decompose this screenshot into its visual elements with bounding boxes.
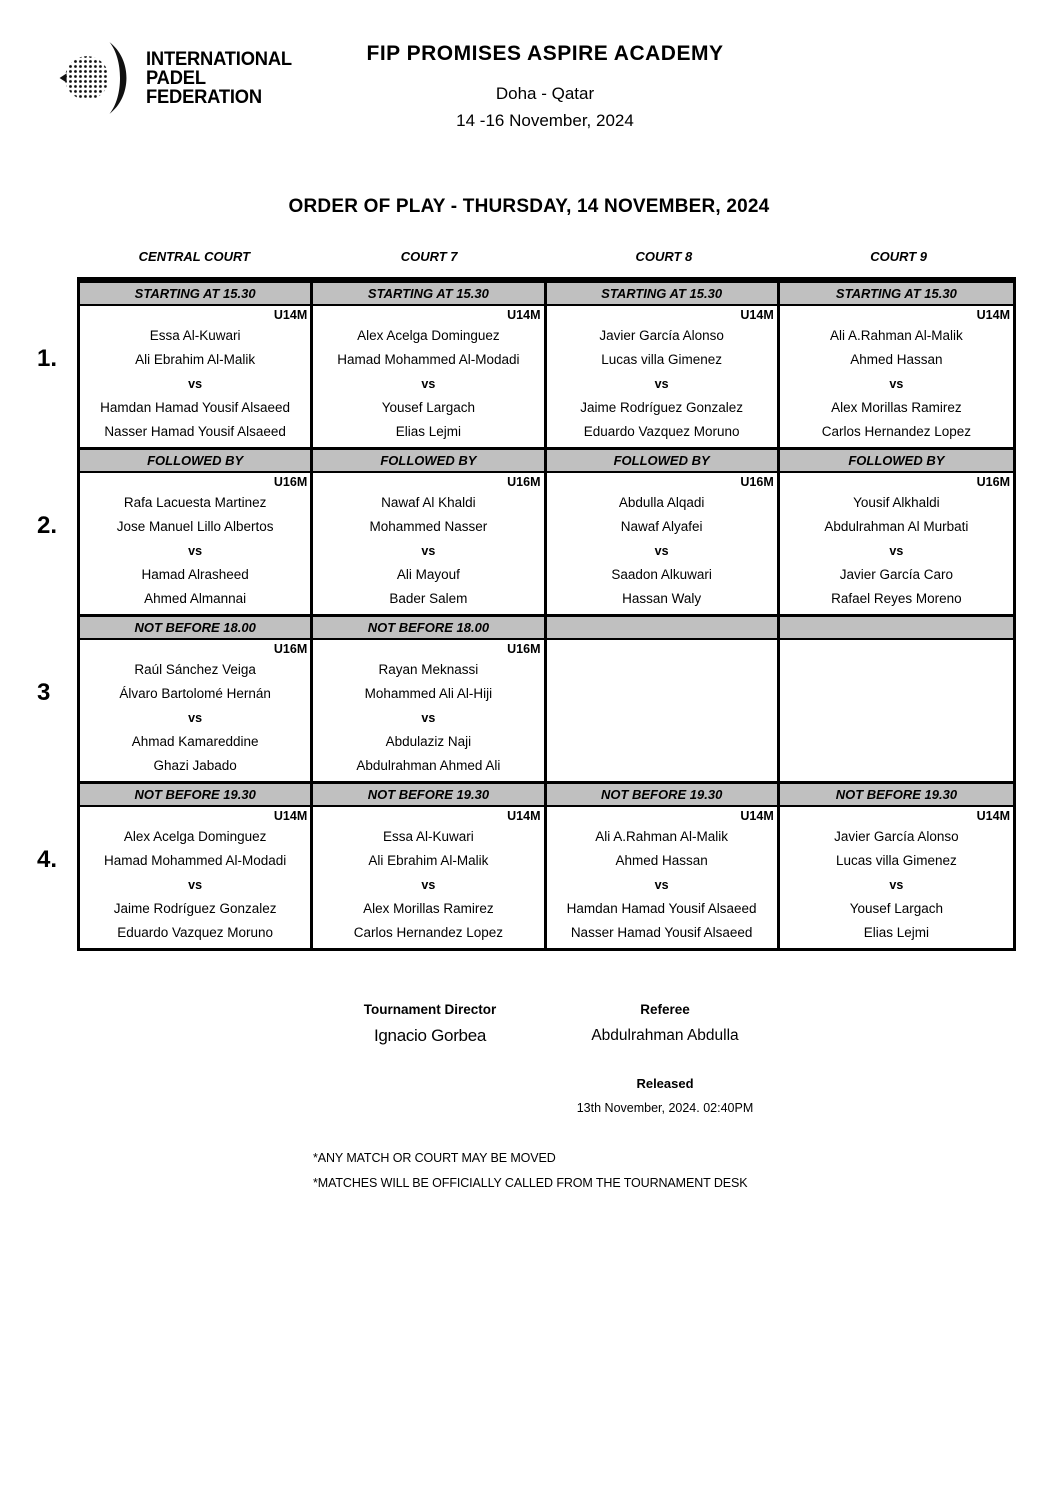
tournament-director-label: Tournament Director xyxy=(363,1002,497,1017)
session-banner: STARTING AT 15.30 xyxy=(547,283,780,304)
match-cell-empty xyxy=(780,640,1013,781)
player-name: Ahmed Almannai xyxy=(144,591,247,606)
match-cell xyxy=(313,473,546,614)
vs-separator: vs xyxy=(654,878,669,892)
row-number: 4. xyxy=(37,846,58,874)
match-category: U16M xyxy=(740,475,774,489)
match-category: U16M xyxy=(507,642,541,656)
footnotes xyxy=(313,1146,747,1196)
player-name: Rayan Meknassi xyxy=(378,662,479,677)
session-banner: STARTING AT 15.30 xyxy=(780,283,1013,304)
released-label: Released xyxy=(636,1076,694,1091)
player-name: Raúl Sánchez Veiga xyxy=(134,662,256,677)
match-cell xyxy=(80,473,313,614)
player-name: Ahmed Hassan xyxy=(850,352,943,367)
player-name: Ali A.Rahman Al-Malik xyxy=(829,328,963,343)
schedule-row xyxy=(37,450,1013,617)
session-banner: FOLLOWED BY xyxy=(313,450,546,471)
vs-separator: vs xyxy=(889,878,904,892)
fip-logo-text xyxy=(146,47,292,108)
match-row xyxy=(80,473,1013,614)
match-category: U14M xyxy=(740,809,774,823)
vs-separator: vs xyxy=(421,878,436,892)
session-banner-row xyxy=(80,450,1013,473)
session-banner: NOT BEFORE 19.30 xyxy=(80,784,313,805)
court-header-9: COURT 9 xyxy=(870,249,928,264)
player-name: Hamad Mohammed Al-Modadi xyxy=(337,352,520,367)
player-name: Hamad Mohammed Al-Modadi xyxy=(103,853,287,868)
row-number: 3 xyxy=(37,679,51,707)
player-name: Alex Acelga Dominguez xyxy=(357,328,500,343)
player-name: Yousef Largach xyxy=(381,400,476,415)
player-name: Hamad Alrasheed xyxy=(141,567,249,582)
match-cell xyxy=(80,640,313,781)
vs-separator: vs xyxy=(421,377,436,391)
fip-logo-line2: PADEL xyxy=(146,66,206,89)
match-cell xyxy=(547,473,780,614)
match-row xyxy=(80,306,1013,447)
session-banner: STARTING AT 15.30 xyxy=(313,283,546,304)
session-banner-row xyxy=(80,617,1013,640)
session-banner: FOLLOWED BY xyxy=(780,450,1013,471)
player-name: Elias Lejmi xyxy=(863,925,930,940)
fip-logo-line1: INTERNATIONAL xyxy=(146,47,292,70)
match-cell xyxy=(313,640,546,781)
event-location: Doha - Qatar xyxy=(495,84,595,103)
player-name: Nasser Hamad Yousif Alsaeed xyxy=(570,925,753,940)
schedule-table xyxy=(37,277,1016,951)
match-category: U14M xyxy=(507,308,541,322)
referee-label: Referee xyxy=(640,1002,690,1017)
match-cell xyxy=(780,473,1013,614)
court-header-central: CENTRAL COURT xyxy=(138,249,251,264)
match-category: U14M xyxy=(507,809,541,823)
vs-separator: vs xyxy=(654,377,669,391)
player-name: Jaime Rodríguez Gonzalez xyxy=(580,400,744,415)
match-category: U16M xyxy=(976,475,1010,489)
player-name: Ali Mayouf xyxy=(396,567,460,582)
session-banner: NOT BEFORE 19.30 xyxy=(780,784,1013,805)
player-name: Abdulaziz Naji xyxy=(385,734,472,749)
match-category: U16M xyxy=(273,642,308,656)
match-category: U14M xyxy=(273,809,308,823)
player-name: Abdulla Alqadi xyxy=(618,495,705,510)
player-name: Rafael Reyes Moreno xyxy=(831,591,962,606)
released-timestamp: 13th November, 2024. 02:40PM xyxy=(576,1101,754,1115)
session-banner: STARTING AT 15.30 xyxy=(80,283,313,304)
footnote-match-moved: *ANY MATCH OR COURT MAY BE MOVED xyxy=(313,1151,556,1165)
vs-separator: vs xyxy=(889,544,904,558)
player-name: Saadon Alkuwari xyxy=(611,567,712,582)
player-name: Rafa Lacuesta Martinez xyxy=(123,495,267,510)
session-banner xyxy=(780,617,1013,638)
session-banner: NOT BEFORE 18.00 xyxy=(80,617,313,638)
match-cell xyxy=(313,306,546,447)
player-name: Eduardo Vazquez Moruno xyxy=(583,424,740,439)
player-name: Eduardo Vazquez Moruno xyxy=(117,925,274,940)
player-name: Nawaf Al Khaldi xyxy=(381,495,476,510)
session-banner: FOLLOWED BY xyxy=(547,450,780,471)
vs-separator: vs xyxy=(654,544,669,558)
match-cell xyxy=(780,807,1013,948)
player-name: Carlos Hernandez Lopez xyxy=(821,424,972,439)
player-name: Yousef Largach xyxy=(849,901,944,916)
player-name: Ali Ebrahim Al-Malik xyxy=(135,352,256,367)
padel-ball-icon xyxy=(58,34,136,122)
vs-separator: vs xyxy=(421,711,436,725)
vs-separator: vs xyxy=(188,711,203,725)
referee-name: Abdulrahman Abdulla xyxy=(591,1027,739,1044)
vs-separator: vs xyxy=(421,544,436,558)
session-banner: NOT BEFORE 19.30 xyxy=(547,784,780,805)
player-name: Jose Manuel Lillo Albertos xyxy=(116,519,274,534)
player-name: Ali A.Rahman Al-Malik xyxy=(595,829,729,844)
event-title: FIP PROMISES ASPIRE ACADEMY xyxy=(366,42,724,65)
player-name: Ahmad Kamareddine xyxy=(131,734,259,749)
player-name: Ali Ebrahim Al-Malik xyxy=(368,853,489,868)
session-banner: NOT BEFORE 19.30 xyxy=(313,784,546,805)
player-name: Javier García Alonso xyxy=(599,328,724,343)
vs-separator: vs xyxy=(889,377,904,391)
player-name: Ghazi Jabado xyxy=(153,758,237,773)
court-header-7: COURT 7 xyxy=(400,249,458,264)
event-dates: 14 -16 November, 2024 xyxy=(456,111,634,130)
match-cell xyxy=(780,306,1013,447)
player-name: Alex Acelga Dominguez xyxy=(123,829,267,844)
player-name: Mohammed Ali Al-Hiji xyxy=(364,686,493,701)
page-title: ORDER OF PLAY - THURSDAY, 14 NOVEMBER, 2024 xyxy=(288,196,770,217)
session-banner-row xyxy=(80,283,1013,306)
court-headers xyxy=(77,249,1016,264)
player-name: Nawaf Alyafei xyxy=(620,519,703,534)
schedule-row xyxy=(37,283,1013,450)
match-cell xyxy=(80,306,313,447)
player-name: Lucas villa Gimenez xyxy=(601,352,723,367)
player-name: Hamdan Hamad Yousif Alsaeed xyxy=(566,901,757,916)
player-name: Nasser Hamad Yousif Alsaeed xyxy=(104,424,286,439)
player-name: Abdulrahman Al Murbati xyxy=(824,519,969,534)
vs-separator: vs xyxy=(188,544,203,558)
fip-logo xyxy=(58,34,301,122)
match-category: U14M xyxy=(976,809,1010,823)
row-number: 1. xyxy=(37,345,58,373)
match-cell xyxy=(547,807,780,948)
player-name: Ahmed Hassan xyxy=(615,853,708,868)
match-category: U14M xyxy=(740,308,774,322)
schedule-row xyxy=(37,784,1013,948)
vs-separator: vs xyxy=(188,878,203,892)
match-cell xyxy=(80,807,313,948)
player-name: Mohammed Nasser xyxy=(369,519,488,534)
player-name: Lucas villa Gimenez xyxy=(835,853,957,868)
match-category: U14M xyxy=(976,308,1010,322)
session-banner xyxy=(547,617,780,638)
player-name: Elias Lejmi xyxy=(395,424,462,439)
player-name: Hamdan Hamad Yousif Alsaeed xyxy=(100,400,291,415)
player-name: Hassan Waly xyxy=(622,591,702,606)
player-name: Essa Al-Kuwari xyxy=(149,328,241,343)
match-cell xyxy=(547,306,780,447)
match-cell-empty xyxy=(547,640,780,781)
player-name: Javier García Alonso xyxy=(834,829,959,844)
schedule-row xyxy=(37,617,1013,784)
player-name: Carlos Hernandez Lopez xyxy=(353,925,504,940)
player-name: Alex Morillas Ramirez xyxy=(363,901,494,916)
player-name: Bader Salem xyxy=(389,591,468,606)
match-category: U16M xyxy=(507,475,541,489)
match-row xyxy=(80,807,1013,948)
footnote-tournament-desk: *MATCHES WILL BE OFFICIALLY CALLED FROM THE TOURNAMENT DESK xyxy=(313,1176,748,1190)
player-name: Álvaro Bartolomé Hernán xyxy=(119,686,271,701)
match-category: U14M xyxy=(273,308,308,322)
fip-logo-line3: FEDERATION xyxy=(146,85,262,108)
event-header xyxy=(300,42,790,131)
row-number: 2. xyxy=(37,512,58,540)
session-banner: NOT BEFORE 18.00 xyxy=(313,617,546,638)
tournament-director-name: Ignacio Gorbea xyxy=(373,1026,487,1045)
match-row xyxy=(80,640,1013,781)
player-name: Javier García Caro xyxy=(839,567,954,582)
match-cell xyxy=(313,807,546,948)
player-name: Essa Al-Kuwari xyxy=(382,829,474,844)
match-category: U16M xyxy=(273,475,308,489)
player-name: Yousif Alkhaldi xyxy=(853,495,940,510)
session-banner-row xyxy=(80,784,1013,807)
player-name: Jaime Rodríguez Gonzalez xyxy=(113,901,277,916)
session-banner: FOLLOWED BY xyxy=(80,450,313,471)
player-name: Abdulrahman Ahmed Ali xyxy=(356,758,501,773)
court-header-8: COURT 8 xyxy=(635,249,693,264)
vs-separator: vs xyxy=(188,377,203,391)
player-name: Alex Morillas Ramirez xyxy=(831,400,962,415)
